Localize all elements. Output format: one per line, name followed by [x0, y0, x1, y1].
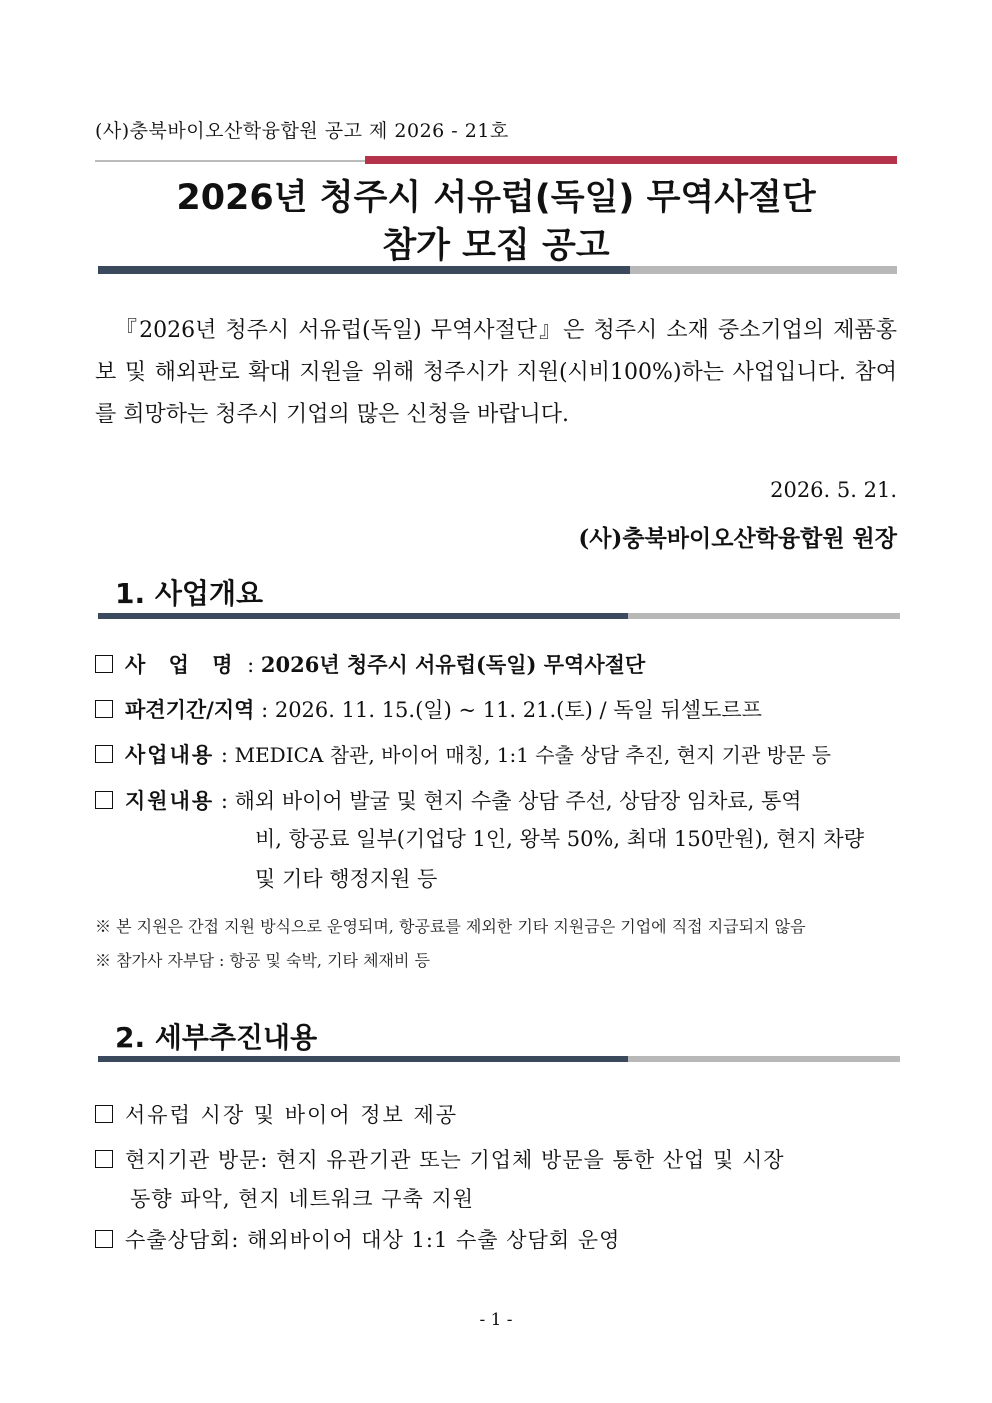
announcement-date: 2026. 5. 21. — [770, 478, 897, 502]
site-visit-cont: 동향 파악, 현지 네트워크 구축 지원 — [130, 1187, 475, 1211]
checkbox-square-icon — [95, 700, 113, 718]
item-label: 사 업 명 — [125, 652, 241, 677]
page-title-line2: 참가 모집 공고 — [382, 226, 610, 266]
item-sep: : — [214, 789, 235, 813]
checkbox-square-icon — [95, 745, 113, 763]
note-self-pay: ※ 참가사 자부담 : 항공 및 숙박, 기타 체재비 등 — [95, 951, 431, 970]
checkbox-square-icon — [95, 1230, 113, 1248]
checkbox-square-icon — [95, 655, 113, 673]
overview-item-dispatch-period — [95, 691, 897, 729]
item-text: 현지기관 방문: 현지 유관기관 또는 기업체 방문을 통한 산업 및 시장 — [125, 1148, 785, 1172]
intro-paragraph: 『2026년 청주시 서유럽(독일) 무역사절단』은 청주시 소재 중소기업의 제품홍보 및 해외판로 확대 지원을 위해 청주시가 지원(시비100%)하는 사업입니다. 참여를 희망하는 청주시 기업의 많은 신청을 바랍니다. — [95, 318, 897, 427]
signing-organization: (사)충북바이오산학융합원 원장 — [578, 525, 897, 552]
detail-item-market-info — [95, 1096, 897, 1134]
checkbox-square-icon — [95, 1150, 113, 1168]
page-title-line1: 2026년 청주시 서유럽(독일) 무역사절단 — [176, 178, 816, 218]
page-number: - 1 - — [479, 1310, 513, 1330]
support-content-cont1: 비, 항공료 일부(기업당 1인, 왕복 50%, 최대 150만원), 현지 차량 — [255, 827, 865, 851]
support-content-cont2: 및 기타 행정지원 등 — [255, 867, 438, 891]
note-indirect-support: ※ 본 지원은 간접 지원 방식으로 운영되며, 항공료를 제외한 기타 지원금은 기업에 직접 지급되지 않음 — [95, 917, 806, 936]
section2-title: 2. 세부추진내용 — [115, 1021, 318, 1054]
section2-bar-navy — [98, 1056, 628, 1062]
overview-item-support-content — [95, 782, 897, 820]
checkbox-square-icon — [95, 1105, 113, 1123]
header-top-bar-gray — [95, 160, 365, 162]
item-sep: : — [214, 743, 235, 767]
item-value: 해외 바이어 발굴 및 현지 수출 상담 주선, 상담장 임차료, 통역 — [234, 789, 802, 813]
title-bottom-bar-gray — [630, 266, 897, 274]
checkbox-square-icon — [95, 791, 113, 809]
section1-title: 1. 사업개요 — [115, 577, 264, 610]
title-bottom-bar-navy — [98, 266, 630, 274]
item-value: 2026. 11. 15.(일) ~ 11. 21.(토) / 독일 뒤셀도르프 — [274, 698, 762, 722]
item-value: 2026년 청주시 서유럽(독일) 무역사절단 — [260, 652, 646, 677]
overview-item-business-content — [95, 736, 897, 774]
item-value: MEDICA 참관, 바이어 매칭, 1:1 수출 상담 추진, 현지 기관 방문 등 — [234, 743, 831, 767]
overview-item-project-name — [95, 646, 897, 684]
detail-item-site-visit — [95, 1141, 897, 1179]
section1-bar-navy — [98, 613, 628, 619]
item-sep: : — [254, 698, 275, 722]
item-label: 파견기간/지역 — [125, 697, 255, 722]
item-label: 사업내용 — [125, 742, 215, 767]
item-sep: : — [240, 653, 261, 677]
item-label: 지원내용 — [125, 788, 215, 813]
header-top-bar-red — [365, 156, 897, 164]
notice-number: (사)충북바이오산학융합원 공고 제 2026 - 21호 — [95, 120, 509, 142]
section2-bar-gray — [628, 1056, 900, 1062]
section1-bar-gray — [628, 613, 900, 619]
item-text: 수출상담회: 해외바이어 대상 1:1 수출 상담회 운영 — [125, 1228, 621, 1252]
item-text: 서유럽 시장 및 바이어 정보 제공 — [125, 1103, 459, 1127]
detail-item-export-consultation — [95, 1221, 897, 1259]
